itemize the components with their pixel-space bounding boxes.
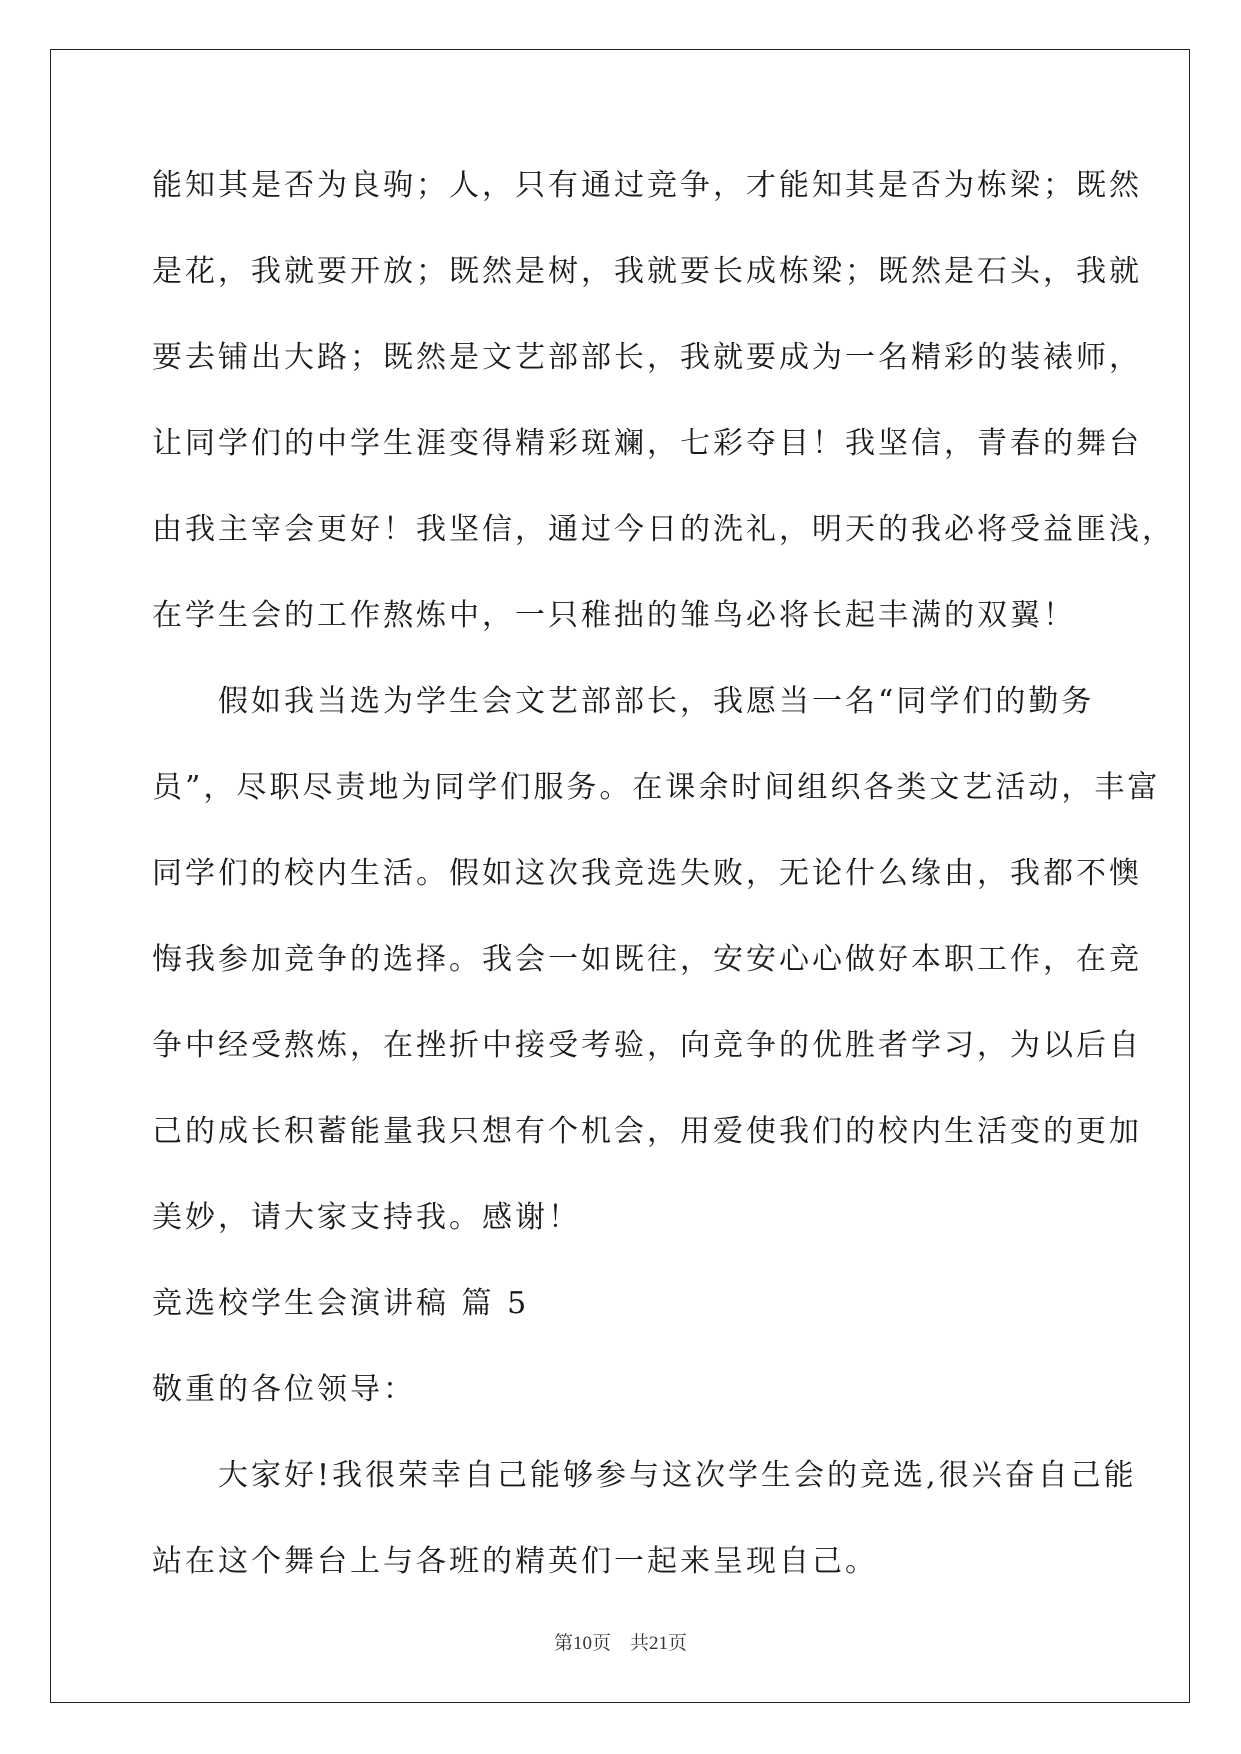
page-number: 第10页 共21页 [553, 1633, 687, 1654]
text-line: 是花，我就要开放；既然是树，我就要长成栋梁；既然是石头，我就 [152, 254, 1142, 289]
text-line: 己的成长积蓄能量我只想有个机会，用爱使我们的校内生活变的更加 [152, 1114, 1142, 1149]
text-line: 让同学们的中学生涯变得精彩斑斓，七彩夺目！我坚信，青春的舞台 [152, 426, 1142, 461]
text-line: 员”，尽职尽责地为同学们服务。在课余时间组织各类文艺活动，丰富 [152, 770, 1161, 805]
text-line: 假如我当选为学生会文艺部部长，我愿当一名“同学们的勤务 [152, 684, 1095, 719]
text-line: 大家好!我很荣幸自己能够参与这次学生会的竞选,很兴奋自己能 [152, 1458, 1137, 1493]
text-line: 要去铺出大路；既然是文艺部部长，我就要成为一名精彩的装裱师， [152, 340, 1142, 375]
text-line: 站在这个舞台上与各班的精英们一起来呈现自己。 [152, 1544, 878, 1579]
page-footer [0, 1628, 1241, 1655]
document-body [152, 168, 1175, 1630]
text-line: 争中经受熬炼，在挫折中接受考验，向竞争的优胜者学习，为以后自 [152, 1028, 1142, 1063]
text-line: 同学们的校内生活。假如这次我竞选失败，无论什么缘由，我都不懊 [152, 856, 1142, 891]
text-line: 由我主宰会更好！我坚信，通过今日的洗礼，明天的我必将受益匪浅， [152, 512, 1175, 547]
salutation: 敬重的各位领导： [152, 1372, 416, 1407]
section-heading: 竞选校学生会演讲稿 篇 5 [152, 1286, 530, 1321]
text-line: 美妙，请大家支持我。感谢！ [152, 1200, 581, 1235]
text-line: 悔我参加竞争的选择。我会一如既往，安安心心做好本职工作，在竞 [152, 942, 1142, 977]
text-line: 在学生会的工作熬炼中，一只稚拙的雏鸟必将长起丰满的双翼！ [152, 598, 1076, 633]
text-line: 能知其是否为良驹；人，只有通过竞争，才能知其是否为栋梁；既然 [152, 168, 1142, 203]
